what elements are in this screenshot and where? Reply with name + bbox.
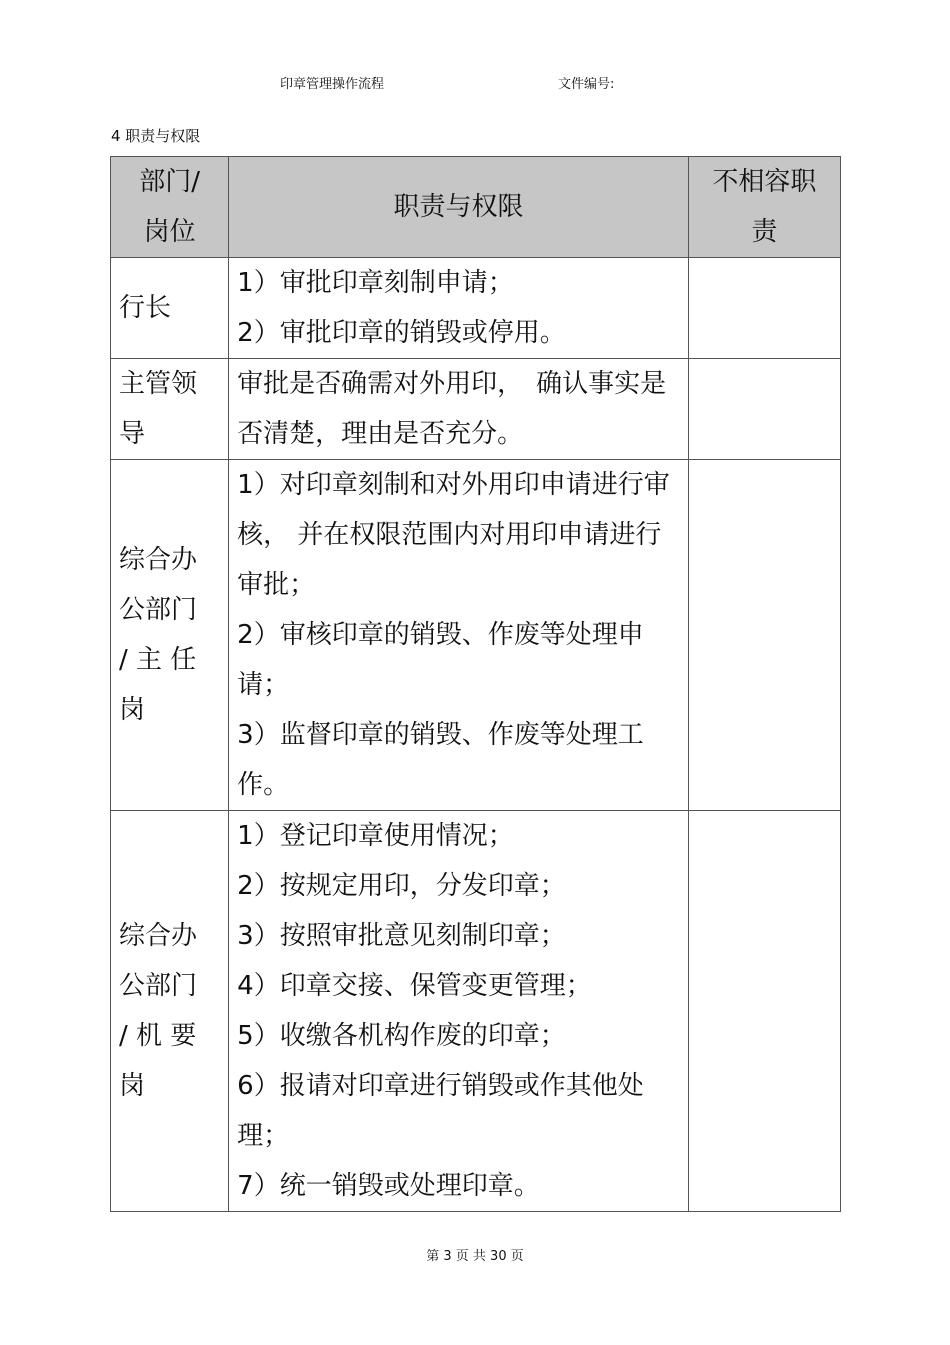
duty-item: 2）审核印章的销毁、作废等处理申请；: [237, 620, 644, 700]
duty-item: 2）审批印章的销毁或停用。: [237, 318, 566, 348]
duty-item: 2）按规定用印，分发印章；: [237, 871, 566, 901]
header-department-line: 部门/: [139, 167, 200, 197]
duty-item: 5）收缴各机构作废的印章；: [237, 1021, 566, 1051]
duty-cell: [229, 258, 689, 359]
duty-item: 1）审批印章刻制申请；: [237, 268, 514, 298]
incompatible-cell: [688, 811, 840, 1212]
department-line: 综合办: [119, 545, 198, 575]
duty-item: 1）对印章刻制和对外用印申请进行审核， 并在权限范围内对用印申请进行审批；: [237, 470, 670, 600]
department-line: / 主 任: [119, 645, 197, 675]
department-line: 导: [119, 419, 146, 449]
responsibility-table: [110, 156, 841, 1212]
duty-item: 7）统一销毁或处理印章。: [237, 1171, 540, 1201]
header-duty: 职责与权限: [229, 157, 689, 258]
duty-item: 1）登记印章使用情况；: [237, 821, 514, 851]
department-cell: [111, 258, 229, 359]
department-cell: [111, 359, 229, 460]
header-department-line: 岗位: [143, 217, 196, 247]
incompatible-cell: [688, 258, 840, 359]
duty-cell: [229, 359, 689, 460]
department-cell: [111, 811, 229, 1212]
table-row: [111, 811, 841, 1212]
duty-item: 4）印章交接、保管变更管理；: [237, 971, 592, 1001]
table-row: [111, 359, 841, 460]
duty-item: 6）报请对印章进行销毁或作其他处理；: [237, 1071, 644, 1151]
document-number-label: 文件编号:: [558, 77, 615, 92]
table-row: [111, 258, 841, 359]
table-row: [111, 460, 841, 811]
duty-cell: [229, 460, 689, 811]
duty-cell: [229, 811, 689, 1212]
duty-item: 审批是否确需对外用印， 确认事实是否清楚，理由是否充分。: [237, 369, 667, 449]
department-line: 公部门: [119, 971, 198, 1001]
department-line: 公部门: [119, 595, 198, 625]
department-line: 岗: [119, 695, 146, 725]
department-line: 行长: [119, 293, 172, 323]
department-line: 主管领: [119, 369, 198, 399]
header-incompatible-line: 不相容职: [712, 167, 817, 197]
document-title: 印章管理操作流程: [280, 77, 385, 92]
incompatible-cell: [688, 460, 840, 811]
section-heading: 4 职责与权限: [111, 127, 201, 145]
duty-item: 3）按照审批意见刻制印章；: [237, 921, 566, 951]
header-incompatible-line: 责: [751, 217, 778, 247]
table-header-row: [111, 157, 841, 258]
department-line: / 机 要: [119, 1021, 197, 1051]
department-line: 岗: [119, 1071, 146, 1101]
header-department: [111, 157, 229, 258]
header-incompatible-duties: [688, 157, 840, 258]
duty-item: 3）监督印章的销毁、作废等处理工作。: [237, 720, 644, 800]
department-line: 综合办: [119, 921, 198, 951]
incompatible-cell: [688, 359, 840, 460]
department-cell: [111, 460, 229, 811]
page-number: 第 3 页 共 30 页: [426, 1249, 524, 1264]
